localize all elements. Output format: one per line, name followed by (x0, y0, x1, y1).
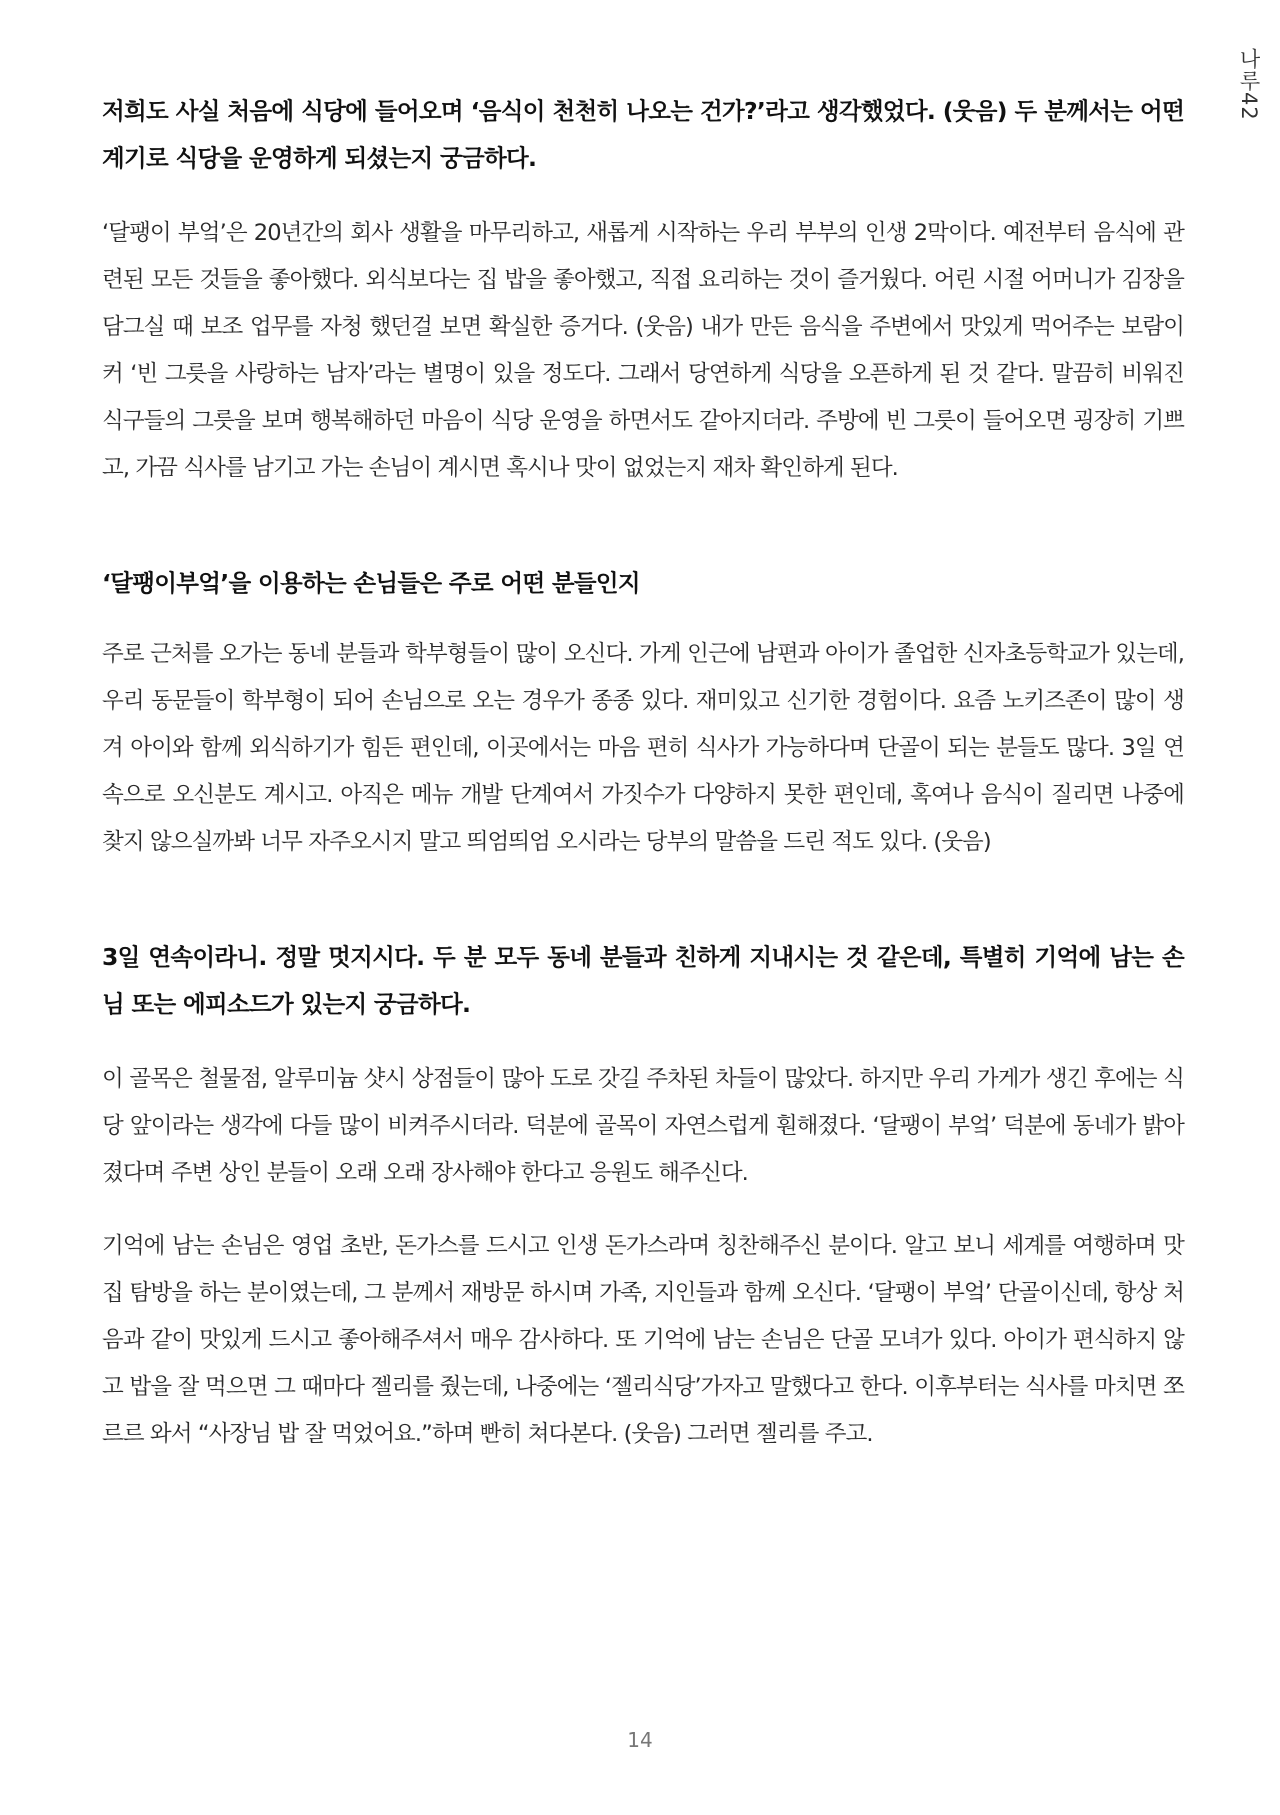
interview-question-1: 저희도 사실 처음에 식당에 들어오며 ‘음식이 천천히 나오는 건가?’라고 생각했었다. (웃음) 두 분께서는 어떤 계기로 식당을 운영하게 되셨는지 궁금하다. (102, 97, 1184, 172)
interview-answer-3-part-2: 기억에 남는 손님은 영업 초반, 돈가스를 드시고 인생 돈가스라며 칭찬해주신 분이다. 알고 보니 세계를 여행하며 맛집 탐방을 하는 분이였는데, 그 분께서 재방문 하시며 가족, 지인들과 함께 오신다. ‘달팽이 부엌’ 단골이신데, 항상 처음과 같이 맛있게 드시고 좋아해주셔서 매우 감사하다. 또 기억에 남는 손님은 단골 모녀가 있다. 아이가 편식하지 않고 밥을 잘 먹으면 그 때마다 젤리를 줬는데, 나중에는 ‘젤리식당’가자고 말했다고 한다. 이후부터는 식사를 마치면 쪼르르 와서 “사장님 밥 잘 먹었어요.”하며 빤히 쳐다본다. (웃음) 그러면 젤리를 주고. (102, 1233, 1184, 1447)
interview-answer-3-part-1: 이 골목은 철물점, 알루미늄 샷시 상점들이 많아 도로 갓길 주차된 차들이 많았다. 하지만 우리 가게가 생긴 후에는 식당 앞이라는 생각에 다들 많이 비켜주시더라. 덕분에 골목이 자연스럽게 훤해졌다. ‘달팽이 부엌’ 덕분에 동네가 밝아졌다며 주변 상인 분들이 오래 오래 장사해야 한다고 응원도 해주신다. (102, 1066, 1184, 1186)
page-number: 14 (627, 1728, 653, 1752)
magazine-side-label: 나루42 (1237, 48, 1261, 121)
interview-answer-1: ‘달팽이 부엌’은 20년간의 회사 생활을 마무리하고, 새롭게 시작하는 우리 부부의 인생 2막이다. 예전부터 음식에 관련된 모든 것들을 좋아했다. 외식보다는 집 밥을 좋아했고, 직접 요리하는 것이 즐거웠다. 어린 시절 어머니가 김장을 담그실 때 보조 업무를 자청 했던걸 보면 확실한 증거다. (웃음) 내가 만든 음식을 주변에서 맛있게 먹어주는 보람이 커 ‘빈 그릇을 사랑하는 남자’라는 별명이 있을 정도다. 그래서 당연하게 식당을 오픈하게 된 것 같다. 말끔히 비워진 식구들의 그릇을 보며 행복해하던 마음이 식당 운영을 하면서도 같아지더라. 주방에 빈 그릇이 들어오면 굉장히 기쁘고, 가끔 식사를 남기고 가는 손님이 계시면 혹시나 맛이 없었는지 재차 확인하게 된다. (102, 220, 1184, 481)
interview-answer-2: 주로 근처를 오가는 동네 분들과 학부형들이 많이 오신다. 가게 인근에 남편과 아이가 졸업한 신자초등학교가 있는데, 우리 동문들이 학부형이 되어 손님으로 오는 경우가 종종 있다. 재미있고 신기한 경험이다. 요즘 노키즈존이 많이 생겨 아이와 함께 외식하기가 힘든 편인데, 이곳에서는 마음 편히 식사가 가능하다며 단골이 되는 분들도 많다. 3일 연속으로 오신분도 계시고. 아직은 메뉴 개발 단계여서 가짓수가 다양하지 못한 편인데, 혹여나 음식이 질리면 나중에 찾지 않으실까봐 너무 자주오시지 말고 띄엄띄엄 오시라는 당부의 말씀을 드린 적도 있다. (웃음) (102, 641, 1184, 855)
interview-question-3: 3일 연속이라니. 정말 멋지시다. 두 분 모두 동네 분들과 친하게 지내시는 것 같은데, 특별히 기억에 남는 손님 또는 에피소드가 있는지 궁금하다. (102, 943, 1184, 1018)
article-body (102, 88, 1184, 1484)
interview-question-2: ‘달팽이부엌’을 이용하는 손님들은 주로 어떤 분들인지 (102, 569, 640, 597)
